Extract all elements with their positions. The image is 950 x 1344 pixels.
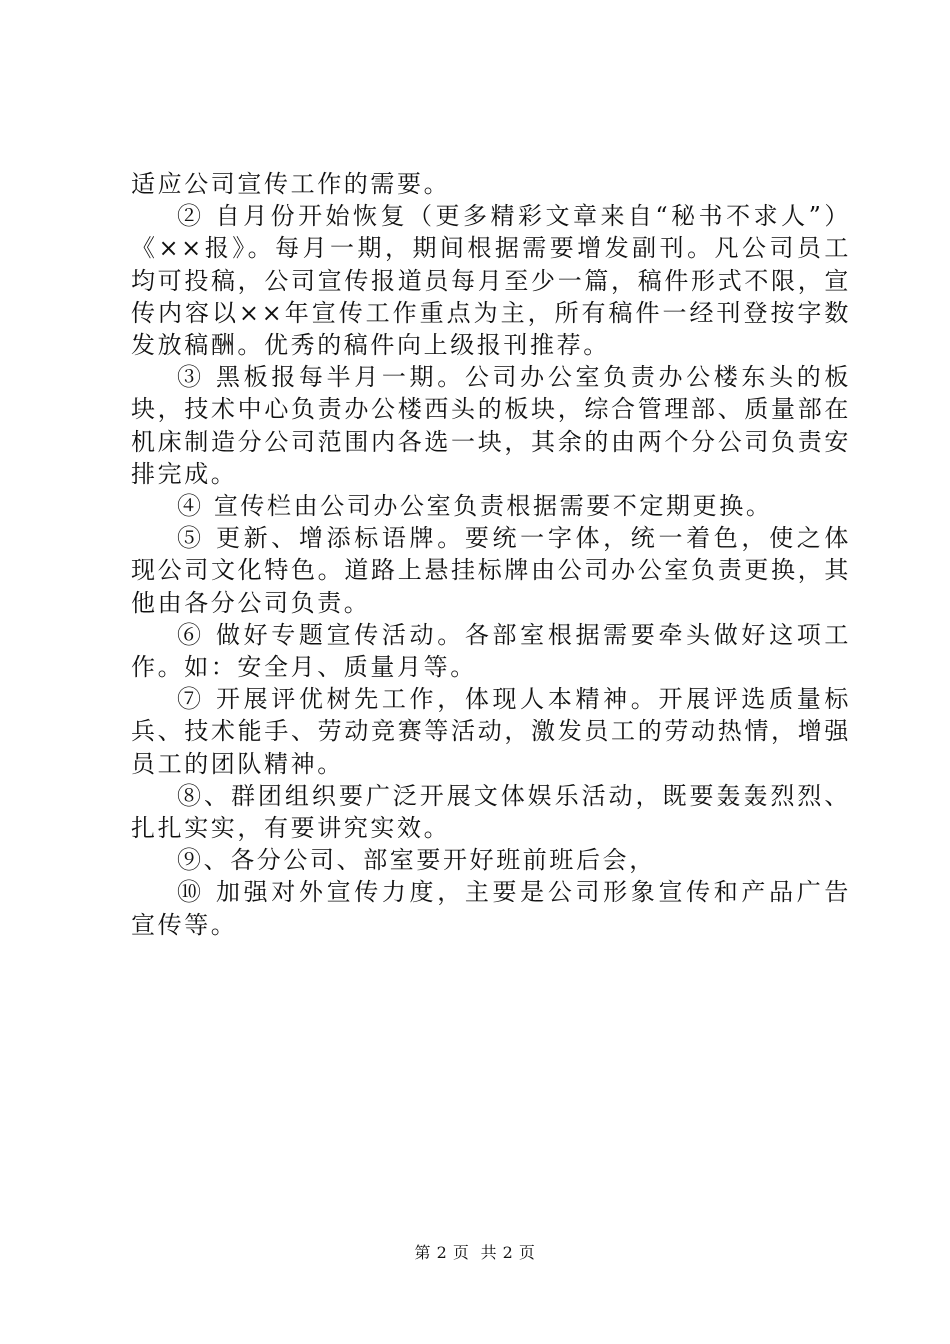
paragraph-item-4: ④ 宣传栏由公司办公室负责根据需要不定期更换。 (177, 492, 773, 521)
paragraph-item-8: ⑧、群团组织要广泛开展文体娱乐活动，既要轰轰烈烈、扎扎实实，有要讲究实效。 (131, 781, 851, 843)
paragraph-continuation: 适应公司宣传工作的需要。 (131, 170, 451, 198)
paragraph-item-5: ⑤ 更新、增添标语牌。要统一字体，统一着色，使之体现公司文化特色。道路上悬挂标牌由公司办公室负责更换，其他由各分公司负责。 (131, 524, 851, 617)
paragraph-item-6: ⑥ 做好专题宣传活动。各部室根据需要牵头做好这项工作。如：安全月、质量月等。 (131, 620, 851, 682)
page-footer (0, 1240, 950, 1263)
paragraph-item-3: ③ 黑板报每半月一期。公司办公室负责办公楼东头的板块，技术中心负责办公楼西头的板块，综合管理部、质量部在机床制造分公司范围内各选一块，其余的由两个分公司负责安排完成。 (131, 363, 851, 488)
paragraph-item-9: ⑨、各分公司、部室要开好班前班后会， (177, 846, 656, 875)
paragraph-item-2: ② 自月份开始恢复（更多精彩文章来自“秘书不求人”）《××报》。每月一期，期间根据需要增发副刊。凡公司员工均可投稿，公司宣传报道员每月至少一篇，稿件形式不限，宣传内容以××年宣传工作重点为主，所有稿件一经刊登按字数发放稿酬。优秀的稿件向上级报刊推荐。 (131, 202, 851, 360)
document-body (131, 168, 851, 941)
paragraph-item-7: ⑦ 开展评优树先工作，体现人本精神。开展评选质量标兵、技术能手、劳动竞赛等活动，激发员工的劳动热情，增强员工的团队精神。 (131, 685, 851, 778)
page-number-label: 第 2 页 共 2 页 (414, 1243, 536, 1262)
paragraph-item-10: ⑩ 加强对外宣传力度，主要是公司形象宣传和产品广告宣传等。 (131, 878, 851, 939)
